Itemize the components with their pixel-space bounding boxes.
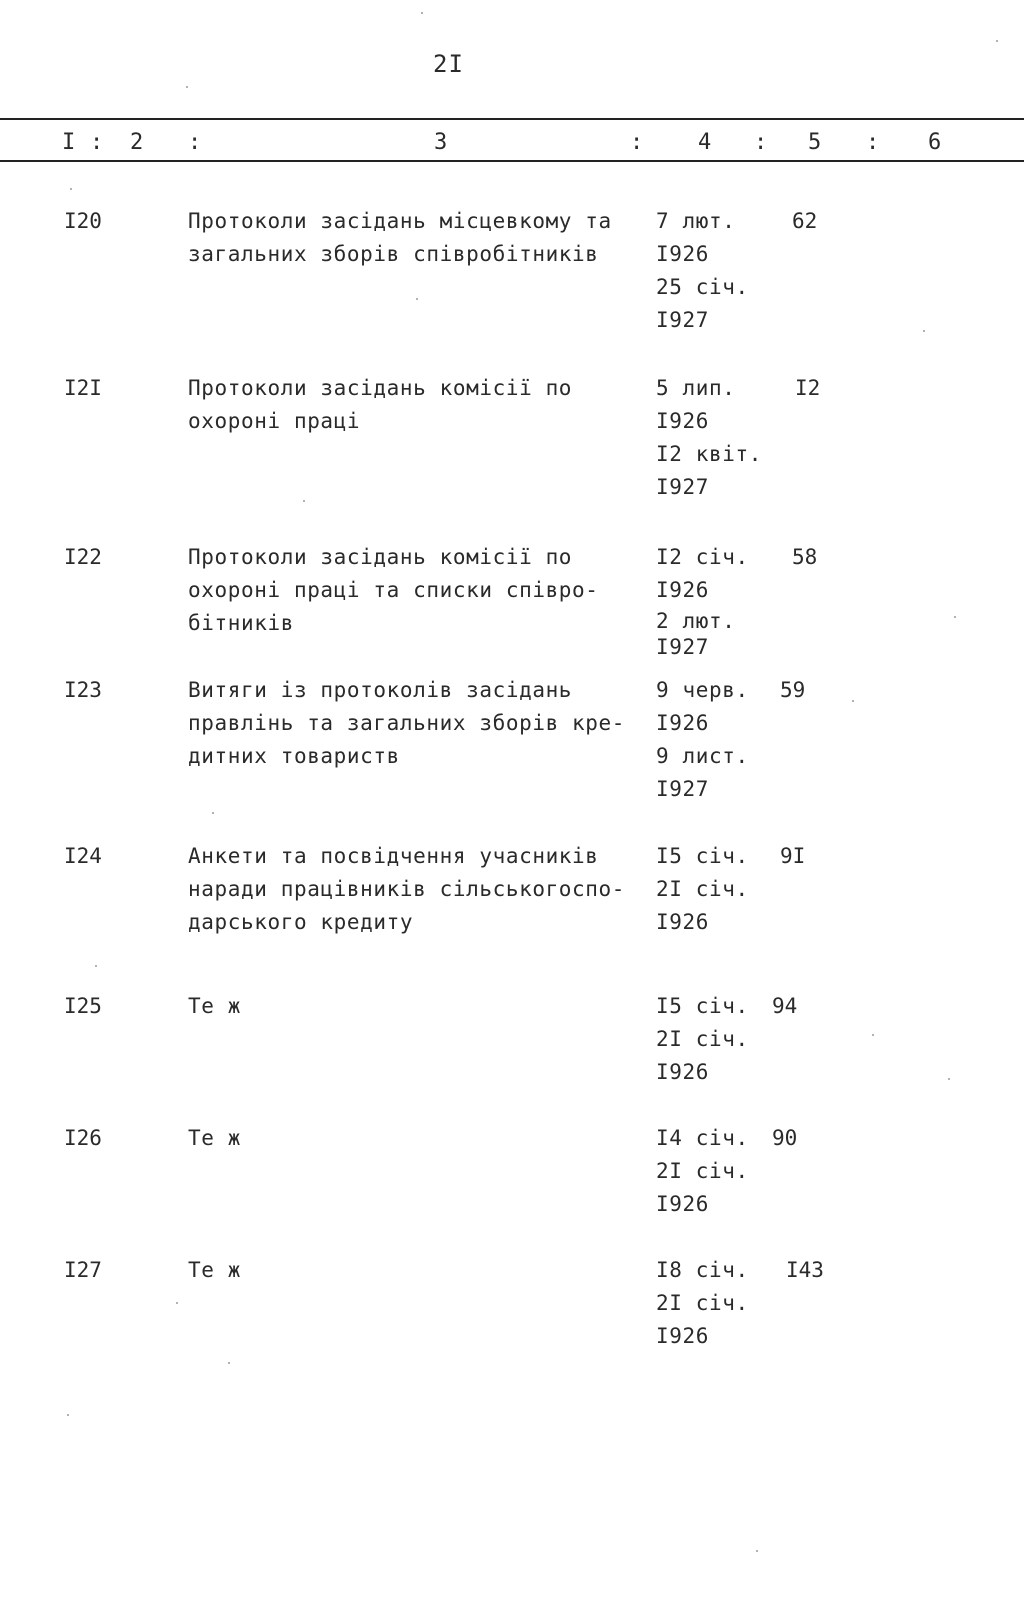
record-number: I20 (64, 209, 102, 233)
header-bottom-rule (0, 160, 1024, 162)
record-number: I2I (64, 376, 102, 400)
record-title-line: наради працівників сільськогоспо- (188, 877, 626, 901)
record-date-line: 2I січ. (656, 877, 749, 901)
column-separator: : (90, 130, 104, 155)
record-title-line: бітників (188, 611, 294, 635)
record-sheet-count: I43 (786, 1258, 824, 1282)
column-separator: : (866, 130, 880, 155)
scan-speck (852, 700, 854, 702)
record-date-line: I926 (656, 409, 709, 433)
record-title (188, 990, 643, 1023)
scan-speck (186, 86, 188, 88)
record-title-line: охороні праці та списки співро- (188, 578, 599, 602)
record-dates (656, 990, 749, 1089)
record-date-line: I926 (656, 1324, 709, 1348)
record-sheet-count: 59 (780, 678, 806, 702)
record-title (188, 205, 643, 271)
scan-speck (996, 40, 998, 42)
scan-speck (923, 330, 925, 332)
record-date-line: I926 (656, 1192, 709, 1216)
scan-speck (303, 500, 305, 502)
scan-speck (70, 188, 72, 190)
record-title-line: дитних товариств (188, 744, 400, 768)
record-title-line: Витяги із протоколів засідань (188, 678, 573, 702)
record-number: I25 (64, 994, 102, 1018)
scan-speck (756, 1550, 758, 1552)
record-date-line: 2I січ. (656, 1159, 749, 1183)
scan-speck (176, 1302, 178, 1304)
record-sheet-count: I2 (795, 376, 821, 400)
record-title-line: Анкети та посвідчення учасників (188, 844, 599, 868)
record-title (188, 1122, 643, 1155)
record-title (188, 372, 643, 438)
record-number: I24 (64, 844, 102, 868)
scan-speck (421, 12, 423, 14)
record-date-line: I2 квіт. (656, 442, 762, 466)
record-date-line: I926 (656, 910, 709, 934)
record-date-line: 2I січ. (656, 1291, 749, 1315)
record-sheet-count: 58 (792, 545, 818, 569)
record-number: I26 (64, 1126, 102, 1150)
record-date-line: 2I січ. (656, 1027, 749, 1051)
record-date-line: 9 черв. (656, 678, 749, 702)
record-title-line: Протоколи засідань місцевкому та (188, 209, 612, 233)
column-header-1: I (62, 130, 76, 155)
record-number: I23 (64, 678, 102, 702)
scan-speck (416, 298, 418, 300)
record-date-line: I2 січ. (656, 545, 749, 569)
record-number: I27 (64, 1258, 102, 1282)
column-separator: : (630, 130, 644, 155)
record-date-line: 7 лют. (656, 209, 736, 233)
record-title-line: Те ж (188, 994, 241, 1018)
scan-speck (228, 1362, 230, 1364)
column-header-5: 5 (808, 130, 822, 155)
page-number: 2I (433, 50, 464, 78)
record-title (188, 541, 643, 640)
scan-speck (67, 1414, 69, 1416)
record-date-line: I8 січ. (656, 1258, 749, 1282)
record-date-line: I926 (656, 242, 709, 266)
column-header-6: 6 (928, 130, 942, 155)
column-separator: : (188, 130, 202, 155)
record-title-line: правлінь та загальних зборів кре- (188, 711, 626, 735)
record-dates (656, 541, 749, 658)
scan-speck (872, 1034, 874, 1036)
scan-speck (948, 1078, 950, 1080)
column-header-3: 3 (434, 130, 448, 155)
record-title-line: Протоколи засідань комісії по (188, 376, 573, 400)
record-title (188, 674, 643, 773)
record-title-line: Протоколи засідань комісії по (188, 545, 573, 569)
record-date-line: I926 (656, 711, 709, 735)
record-dates (656, 205, 749, 337)
column-separator: : (754, 130, 768, 155)
record-date-line: 25 січ. (656, 275, 749, 299)
record-date-line: I5 січ. (656, 994, 749, 1018)
record-title-line: дарського кредиту (188, 910, 414, 934)
record-title (188, 840, 643, 939)
record-dates (656, 1122, 749, 1221)
record-title (188, 1254, 643, 1287)
column-header-2: 2 (130, 130, 144, 155)
scan-speck (95, 965, 97, 967)
scan-speck (212, 812, 214, 814)
record-title-line: загальних зборів співробітників (188, 242, 599, 266)
record-title-line: Те ж (188, 1126, 241, 1150)
record-dates (656, 674, 749, 806)
record-date-line: 5 лип. (656, 376, 736, 400)
column-header-4: 4 (698, 130, 712, 155)
record-dates (656, 1254, 749, 1353)
record-date-line: I927 (656, 777, 709, 801)
record-sheet-count: 94 (772, 994, 798, 1018)
record-title-line: охороні праці (188, 409, 361, 433)
record-number: I22 (64, 545, 102, 569)
record-sheet-count: 90 (772, 1126, 798, 1150)
header-top-rule (0, 118, 1024, 120)
record-date-line: 9 лист. (656, 744, 749, 768)
record-date-line: 2 лют. (656, 609, 736, 633)
record-date-line: I926 (656, 1060, 709, 1084)
record-date-line: I927 (656, 635, 709, 659)
record-sheet-count: 9I (780, 844, 806, 868)
scan-speck (954, 616, 956, 618)
record-title-line: Те ж (188, 1258, 241, 1282)
record-date-line: I926 (656, 578, 709, 602)
record-date-line: I4 січ. (656, 1126, 749, 1150)
record-dates (656, 840, 749, 939)
record-date-line: I927 (656, 475, 709, 499)
record-date-line: I5 січ. (656, 844, 749, 868)
record-date-line: I927 (656, 308, 709, 332)
record-sheet-count: 62 (792, 209, 818, 233)
record-dates (656, 372, 762, 504)
